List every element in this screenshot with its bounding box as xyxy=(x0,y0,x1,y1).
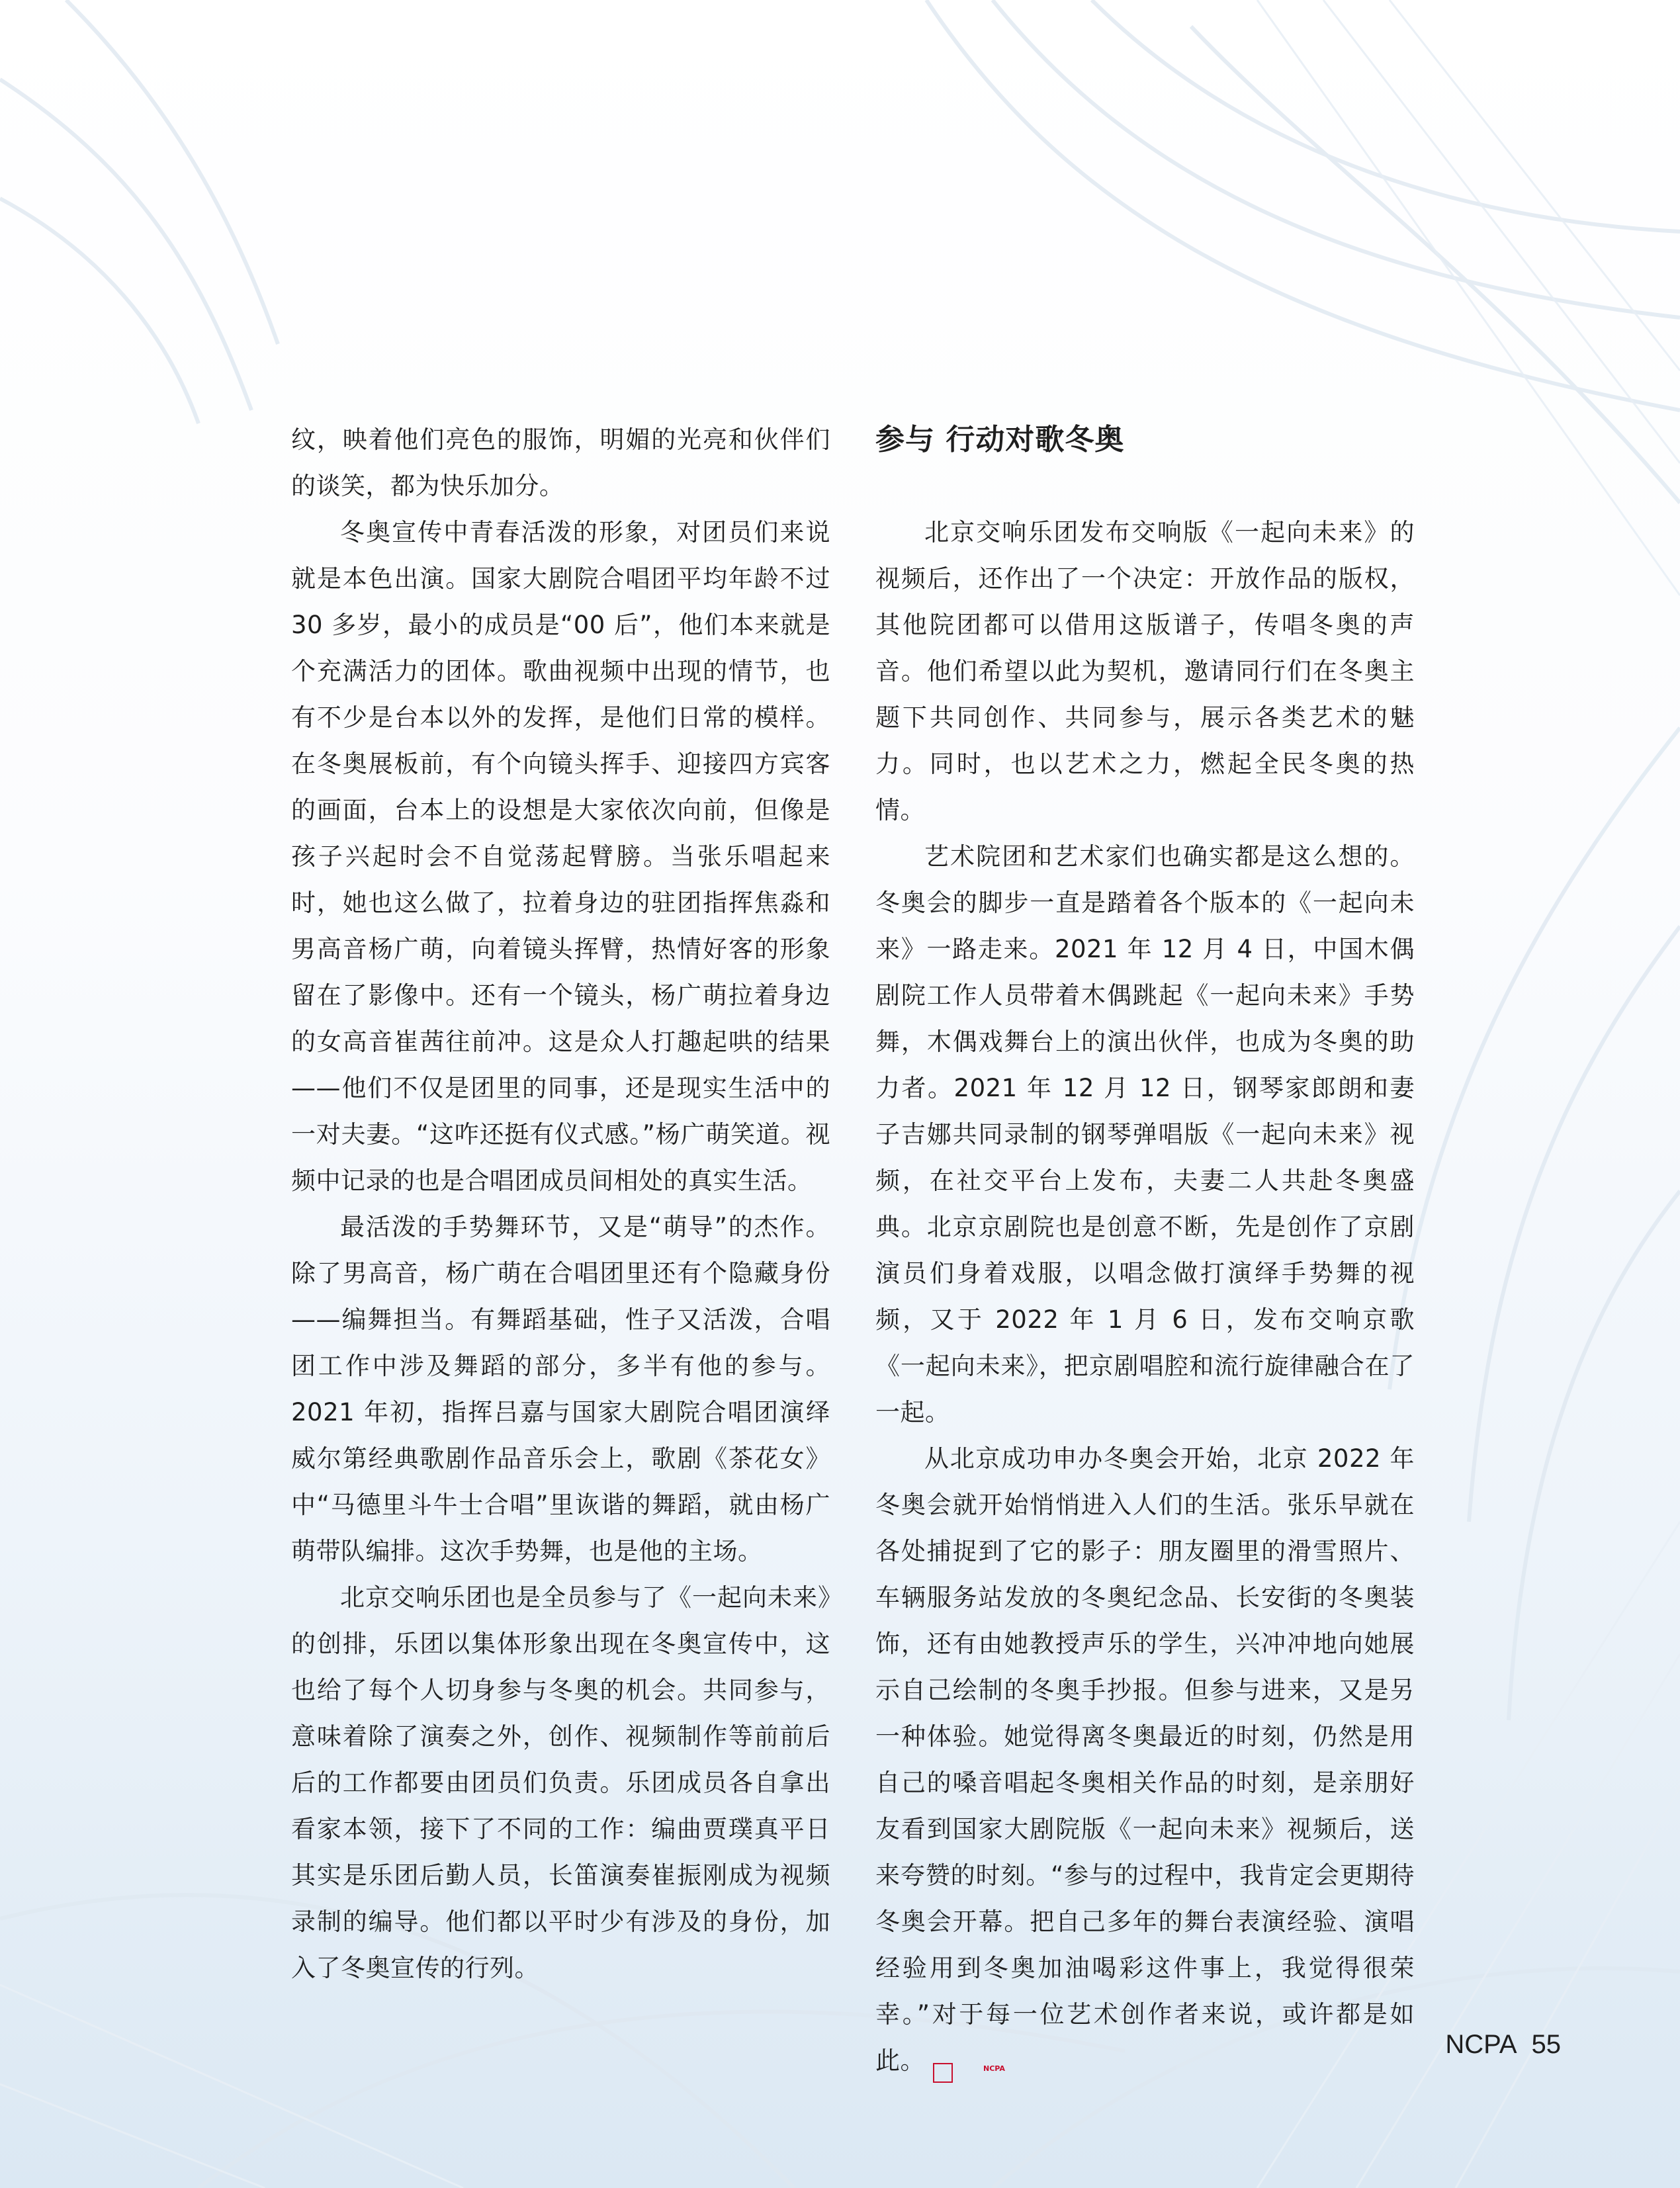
left-paragraph-3: 最活泼的手势舞环节，又是“萌导”的杰作。除了男高音，杨广萌在合唱团里还有个隐藏身份——编舞担当。有舞蹈基础，性子又活泼，合唱团工作中涉及舞蹈的部分，多半有他的参与。2021 年初，指挥吕嘉与国家大剧院合唱团演绎威尔第经典歌剧作品音乐会上，歌剧《茶花女》中“马德里斗牛士合唱”里诙谐的舞蹈，就由杨广萌带队编排。这次手势舞，也是他的主场。 xyxy=(291,1213,830,1565)
heading-spacer xyxy=(875,463,1415,509)
right-paragraph-3 xyxy=(875,1436,1415,2084)
left-paragraph-1: 纹，映着他们亮色的服饰，明媚的光亮和伙伴们的谈笑，都为快乐加分。 xyxy=(291,425,830,500)
right-column xyxy=(875,417,1415,2084)
right-paragraph-3-text: 从北京成功申办冬奥会开始，北京 2022 年冬奥会就开始悄悄进入人们的生活。张乐早就在各处捕捉到了它的影子：朋友圈里的滑雪照片、车辆服务站发放的冬奥纪念品、长安街的冬奥装饰，还有由她教授声乐的学生，兴冲冲地向她展示自己绘制的冬奥手抄报。但参与进来，又是另一种体验。她觉得离冬奥最近的时刻，仍然是用自己的嗓音唱起冬奥相关作品的时刻，是亲朋好友看到国家大剧院版《一起向未来》视频后，送来夸赞的时刻。“参与的过程中，我肯定会更期待冬奥会开幕。把自己多年的舞台表演经验、演唱经验用到冬奥加油喝彩这件事上，我觉得很荣幸。”对于每一位艺术创作者来说，或许都是如此。 xyxy=(875,1444,1415,2075)
footer-brand: NCPA xyxy=(1445,2030,1517,2059)
page-footer xyxy=(1431,2030,1561,2060)
left-paragraph-4: 北京交响乐团也是全员参与了《一起向未来》的创排，乐团以集体形象出现在冬奥宣传中，这也给了每个人切身参与冬奥的机会。共同参与，意味着除了演奏之外，创作、视频制作等前前后后的工作都要由团员们负责。乐团成员各自拿出看家本领，接下了不同的工作：编曲贾璞真平日其实是乐团后勤人员，长笛演奏崔振刚成为视频录制的编导。他们都以平时少有涉及的身份，加入了冬奥宣传的行列。 xyxy=(291,1583,830,1982)
right-paragraph-2: 艺术院团和艺术家们也确实都是这么想的。冬奥会的脚步一直是踏着各个版本的《一起向未来》一路走来。2021 年 12 月 4 日，中国木偶剧院工作人员带着木偶跳起《一起向未来》手势舞，木偶戏舞台上的演出伙伴，也成为冬奥的助力者。2021 年 12 月 12 日，钢琴家郎朗和妻子吉娜共同录制的钢琴弹唱版《一起向未来》视频，在社交平台上发布，夫妻二人共赴冬奥盛典。北京京剧院也是创意不断，先是创作了京剧演员们身着戏服，以唱念做打演绎手势舞的视频，又于 2022 年 1 月 6 日，发布交响京歌《一起向未来》，把京剧唱腔和流行旋律融合在了一起。 xyxy=(875,842,1415,1426)
page-number: 55 xyxy=(1531,2030,1561,2059)
section-heading: 参与 行动对歌冬奥 xyxy=(875,423,1125,457)
right-paragraph-1: 北京交响乐团发布交响版《一起向未来》的视频后，还作出了一个决定：开放作品的版权，其他院团都可以借用这版谱子，传唱冬奥的声音。他们希望以此为契机，邀请同行们在冬奥主题下共同创作、共同参与，展示各类艺术的魅力。同时，也以艺术之力，燃起全民冬奥的热情。 xyxy=(875,518,1415,824)
left-paragraph-2: 冬奥宣传中青春活泼的形象，对团员们来说就是本色出演。国家大剧院合唱团平均年龄不过 30 多岁，最小的成员是“00 后”，他们本来就是个充满活力的团体。歌曲视频中出现的情节，也有不少是台本以外的发挥，是他们日常的模样。在冬奥展板前，有个向镜头挥手、迎接四方宾客的画面，台本上的设想是大家依次向前，但像是孩子兴起时会不自觉荡起臂膀。当张乐唱起来时，她也这么做了，拉着身边的驻团指挥焦淼和男高音杨广萌，向着镜头挥臂，热情好客的形象留在了影像中。还有一个镜头，杨广萌拉着身边的女高音崔茜往前冲。这是众人打趣起哄的结果——他们不仅是团里的同事，还是现实生活中的一对夫妻。“这咋还挺有仪式感。”杨广萌笑道。视频中记录的也是合唱团成员间相处的真实生活。 xyxy=(291,518,830,1195)
left-column xyxy=(291,417,830,1991)
ncpa-end-mark-icon: NCPA xyxy=(933,2063,953,2083)
